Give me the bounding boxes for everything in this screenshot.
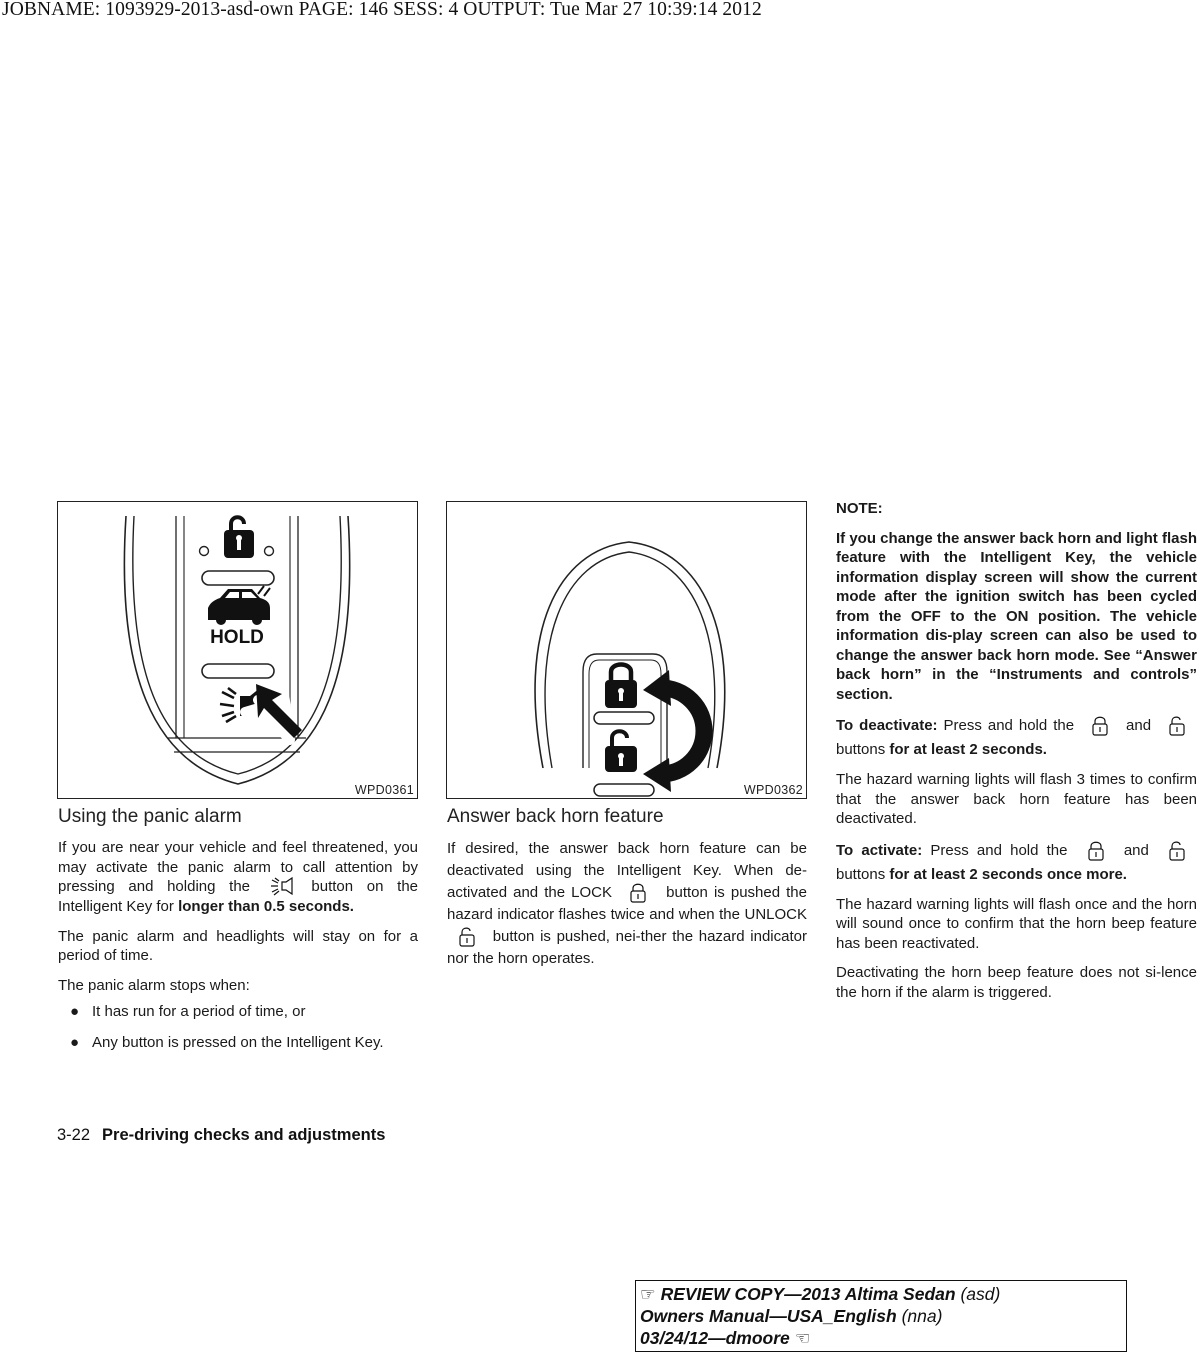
lock-icon: [1076, 840, 1116, 862]
text: If you are near your vehicle and feel threatened, you may activate the panic alarm to call attention by pressing and holding the: [58, 839, 418, 895]
review-line-1: [640, 1283, 1122, 1305]
note-text: If you change the answer back horn and light flash feature with the Intelligent Key, the vehicle information display screen will show the current mode after the ignition switch has been cycled from the OFF to the ON position. The vehicle information dis-play screen can also be used to change the answer back horn mode. See “Answer back horn” in the “Instruments and controls” section.: [836, 529, 1197, 703]
bold-text: To activate:: [836, 841, 923, 859]
hold-label: HOLD: [210, 627, 264, 648]
figure-panic-alarm: [57, 501, 418, 799]
text: button is pushed, nei-ther the hazard indicator nor the horn operates.: [447, 928, 807, 968]
answer-back-section: [447, 806, 807, 970]
car-trunk-icon: [208, 586, 270, 625]
note-label: NOTE:: [836, 500, 883, 517]
lock-icon: [618, 882, 660, 904]
unlock-icon: [1157, 715, 1197, 737]
bold-text: for at least 2 seconds.: [889, 741, 1047, 758]
paragraph-deactivate: [836, 714, 1197, 762]
unlock-icon: [224, 517, 254, 558]
bold-text: To deactivate:: [836, 717, 938, 734]
circular-arrow-icon: [643, 670, 704, 792]
jobname-header: JOBNAME: 1093929-2013-asd-own PAGE: 146 SESS: 4 OUTPUT: Tue Mar 27 10:39:14 2012: [2, 0, 762, 20]
paragraph: [58, 838, 418, 917]
text: buttons: [836, 741, 886, 758]
figure-code: WPD0361: [354, 783, 414, 797]
review-copy-box: [635, 1280, 1127, 1352]
text: Owners Manual—USA_English: [640, 1306, 897, 1326]
text: 03/24/12—dmoore: [640, 1328, 790, 1348]
paragraph: Deactivating the horn beep feature does not si-lence the horn if the alarm is triggered.: [836, 964, 1197, 1001]
bold-text: longer than 0.5 seconds.: [178, 898, 354, 916]
chapter-title: Pre-driving checks and adjustments: [102, 1126, 386, 1144]
panic-horn-icon: [264, 877, 298, 897]
text: REVIEW COPY—2013 Altima Sedan: [660, 1284, 956, 1304]
section-heading-panic-alarm: Using the panic alarm: [58, 806, 242, 827]
lock-icon: [1080, 715, 1120, 737]
text: Press and hold the: [930, 841, 1068, 859]
unlock-icon: [447, 926, 487, 948]
text: button on the Intelligent Key for: [58, 878, 418, 916]
unlock-icon: [605, 731, 637, 772]
page-footer: [57, 1126, 385, 1145]
figure-answer-back: [446, 501, 807, 799]
intelligent-key-illustration: [447, 502, 806, 798]
paragraph: The hazard warning lights will flash 3 times to confirm that the answer back horn feature has been deactivated.: [836, 771, 1197, 827]
paragraph-activate: [836, 839, 1197, 887]
unlock-icon: [1157, 840, 1197, 862]
pointing-hand-left-icon: ☜: [794, 1328, 811, 1348]
bullet-dot: ●: [70, 1034, 80, 1052]
paragraph: The panic alarm stops when:: [58, 976, 250, 994]
review-line-3: [640, 1327, 1122, 1349]
paragraph: The hazard warning lights will flash once and the horn will sound once to confirm that the horn beep feature has been reactivated.: [836, 895, 1197, 952]
text: (asd): [960, 1284, 1001, 1304]
text: (nna): [901, 1306, 943, 1326]
intelligent-key-illustration: [58, 502, 417, 798]
paragraph: [447, 838, 807, 970]
list-item: Any button is pressed on the Intelligent Key.: [92, 1034, 384, 1052]
text: Press and hold the: [943, 717, 1075, 734]
pointing-hand-icon: ☞: [640, 1284, 656, 1304]
section-heading-answer-back: Answer back horn feature: [447, 806, 664, 827]
panic-alarm-section: [58, 806, 418, 1063]
text: If desired, the answer back horn feature can be deactivated using the Intelligent Key. When de-activated and the LOCK: [447, 840, 807, 901]
bold-text: for at least 2 seconds once more.: [889, 865, 1127, 883]
text: and: [1126, 717, 1152, 734]
list-item: It has run for a period of time, or: [92, 1003, 306, 1021]
page-number: 3-22: [57, 1126, 91, 1144]
note-section: [836, 499, 1197, 1002]
bullet-dot: ●: [70, 1003, 80, 1021]
review-line-2: [640, 1305, 1122, 1327]
paragraph: The panic alarm and headlights will stay on for a period of time.: [58, 927, 418, 965]
text: button is pushed the hazard indicator flashes twice and when the UNLOCK: [447, 884, 807, 924]
figure-code: WPD0362: [743, 783, 803, 797]
text: and: [1123, 841, 1149, 859]
text: buttons: [836, 865, 886, 883]
lock-icon: [605, 665, 637, 709]
